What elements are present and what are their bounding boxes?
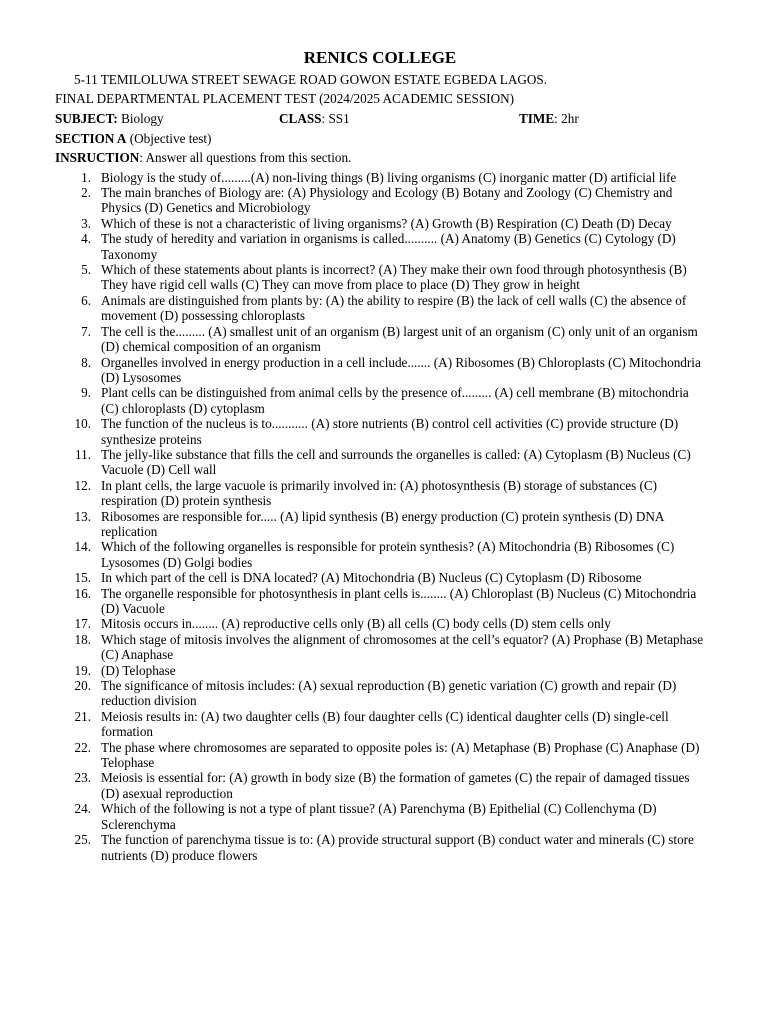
section-value: (Objective test) — [126, 130, 212, 146]
question-item — [55, 709, 705, 740]
question-number: 21. — [74, 708, 91, 724]
exam-meta-row — [55, 111, 705, 127]
question-number: 11. — [75, 446, 91, 462]
question-item — [55, 663, 705, 678]
question-number: 13. — [74, 508, 91, 524]
question-number: 9. — [81, 385, 91, 401]
instruction-label: INSRUCTION — [55, 150, 140, 166]
question-item — [55, 216, 705, 231]
question-text: In which part of the cell is DNA located? (A) Mitochondria (B) Nucleus (C) Cytoplasm (D) Ribosome — [101, 570, 642, 586]
class-value: : SS1 — [321, 110, 350, 126]
question-number: 7. — [81, 323, 91, 339]
question-text: The function of the nucleus is to........... (A) store nutrients (B) control cell activities (C) provide structure (D) synthesize proteins — [101, 416, 679, 447]
instruction-value: : Answer all questions from this section. — [139, 150, 352, 166]
test-title: FINAL DEPARTMENTAL PLACEMENT TEST (2024/2025 ACADEMIC SESSION) — [55, 91, 515, 107]
question-list — [55, 170, 705, 863]
class-label: CLASS — [279, 110, 322, 126]
question-text: Which of the following is not a type of plant tissue? (A) Parenchyma (B) Epithelial (C) Collenchyma (D) Sclerenchyma — [101, 801, 657, 832]
question-item — [55, 586, 705, 617]
question-item — [55, 478, 705, 509]
question-text: Ribosomes are responsible for..... (A) lipid synthesis (B) energy production (C) protein synthesis (D) DNA replication — [101, 508, 664, 539]
question-text: Which of these statements about plants is incorrect? (A) They make their own food through photosynthesis (B) They have rigid cell walls (C) They can move from place to place (D) They grow in height — [101, 262, 687, 293]
question-text: Organelles involved in energy production in a cell include....... (A) Ribosomes (B) Chloroplasts (C) Mitochondria (D) Lysosomes — [101, 354, 701, 385]
question-item — [55, 447, 705, 478]
class-field — [279, 111, 350, 126]
question-item — [55, 185, 705, 216]
question-item — [55, 416, 705, 447]
question-text: The cell is the......... (A) smallest unit of an organism (B) largest unit of an organism (C) only unit of an organism (D) chemical composition of an organism — [101, 323, 698, 355]
question-item — [55, 678, 705, 709]
question-number: 17. — [74, 616, 91, 632]
question-number: 16. — [74, 585, 91, 601]
question-number: 19. — [74, 662, 91, 678]
question-text: The function of parenchyma tissue is to: (A) provide structural support (B) conduct water and minerals (C) store nutrients (D) produce flowers — [101, 832, 694, 863]
subject-label: SUBJECT: — [55, 110, 118, 126]
question-number: 4. — [81, 231, 91, 247]
question-item — [55, 740, 705, 771]
question-item — [55, 832, 705, 863]
question-text: The jelly-like substance that fills the cell and surrounds the organelles is called: (A) Cytoplasm (B) Nucleus (C) Vacuole (D) Cell wall — [101, 446, 691, 478]
question-text: The significance of mitosis includes: (A) sexual reproduction (B) genetic variation (C) growth and repair (D) reduction division — [101, 678, 677, 709]
question-item — [55, 632, 705, 663]
question-item — [55, 509, 705, 540]
question-text: Biology is the study of.........(A) non-living things (B) living organisms (C) inorganic matter (D) artificial life — [101, 169, 677, 185]
college-title: RENICS COLLEGE — [303, 48, 457, 67]
question-item — [55, 539, 705, 570]
question-number: 18. — [74, 631, 91, 647]
question-text: Plant cells can be distinguished from animal cells by the presence of......... (A) cell membrane (B) mitochondria (C) chloroplasts (D) cytoplasm — [101, 385, 689, 416]
subject-field — [55, 111, 164, 126]
question-text: The organelle responsible for photosynthesis in plant cells is........ (A) Chloroplast (B) Nucleus (C) Mitochondria (D) Vacuole — [101, 585, 697, 616]
question-item — [55, 293, 705, 324]
question-item — [55, 616, 705, 631]
question-number: 25. — [74, 832, 91, 848]
question-text: The main branches of Biology are: (A) Physiology and Ecology (B) Botany and Zoology (C) Chemistry and Physics (D) Genetics and Microbiology — [101, 185, 673, 216]
college-address: 5-11 TEMILOLUWA STREET SEWAGE ROAD GOWON ESTATE EGBEDA LAGOS. — [74, 72, 548, 87]
time-label: TIME — [519, 110, 555, 126]
question-text: Meiosis is essential for: (A) growth in body size (B) the formation of gametes (C) the repair of damaged tissues (D) asexual reproduction — [101, 770, 690, 801]
question-number: 1. — [81, 169, 91, 185]
question-item — [55, 801, 705, 832]
question-item — [55, 262, 705, 293]
question-number: 12. — [74, 477, 91, 493]
question-number: 24. — [74, 801, 91, 817]
time-value: : 2hr — [554, 110, 579, 126]
question-text: In plant cells, the large vacuole is primarily involved in: (A) photosynthesis (B) storage of substances (C) respiration (D) protein synthesis — [101, 477, 658, 509]
question-number: 14. — [74, 539, 91, 555]
question-text: Animals are distinguished from plants by: (A) the ability to respire (B) the lack of cell walls (C) the absence of movement (D) possessing chloroplasts — [101, 292, 687, 324]
question-item — [55, 770, 705, 801]
question-text: Meiosis results in: (A) two daughter cells (B) four daughter cells (C) identical daughter cells (D) single-cell formation — [101, 708, 669, 740]
question-number: 3. — [81, 215, 91, 231]
question-text: Which of these is not a characteristic of living organisms? (A) Growth (B) Respiration (C) Death (D) Decay — [101, 215, 672, 231]
section-label: SECTION A — [55, 130, 127, 146]
question-item — [55, 355, 705, 386]
question-number: 8. — [81, 354, 91, 370]
question-number: 6. — [81, 292, 91, 308]
question-item — [55, 231, 705, 262]
question-text: The study of heredity and variation in organisms is called.......... (A) Anatomy (B) Genetics (C) Cytology (D) Taxonomy — [101, 231, 676, 262]
section-heading — [55, 131, 705, 146]
question-number: 23. — [74, 770, 91, 786]
question-number: 22. — [74, 739, 91, 755]
time-field — [519, 111, 579, 126]
subject-value: Biology — [117, 110, 164, 126]
question-item — [55, 570, 705, 585]
question-number: 10. — [74, 416, 91, 432]
question-item — [55, 170, 705, 185]
question-number: 20. — [74, 678, 91, 694]
question-number: 2. — [81, 185, 91, 201]
question-text: (D) Telophase — [101, 662, 176, 678]
question-item — [55, 324, 705, 355]
question-text: Mitosis occurs in........ (A) reproductive cells only (B) all cells (C) body cells (D) stem cells only — [101, 616, 611, 632]
instruction-line — [55, 150, 705, 165]
question-number: 5. — [81, 262, 91, 278]
question-text: Which of the following organelles is responsible for protein synthesis? (A) Mitochondria (B) Ribosomes (C) Lysosomes (D) Golgi bodies — [101, 539, 675, 570]
question-number: 15. — [74, 570, 91, 586]
question-item — [55, 385, 705, 416]
question-text: Which stage of mitosis involves the alignment of chromosomes at the cell’s equator? (A) Prophase (B) Metaphase (C) Anaphase — [101, 631, 704, 663]
question-text: The phase where chromosomes are separated to opposite poles is: (A) Metaphase (B) Prophase (C) Anaphase (D) Telophase — [101, 739, 700, 771]
exam-page — [55, 48, 705, 863]
